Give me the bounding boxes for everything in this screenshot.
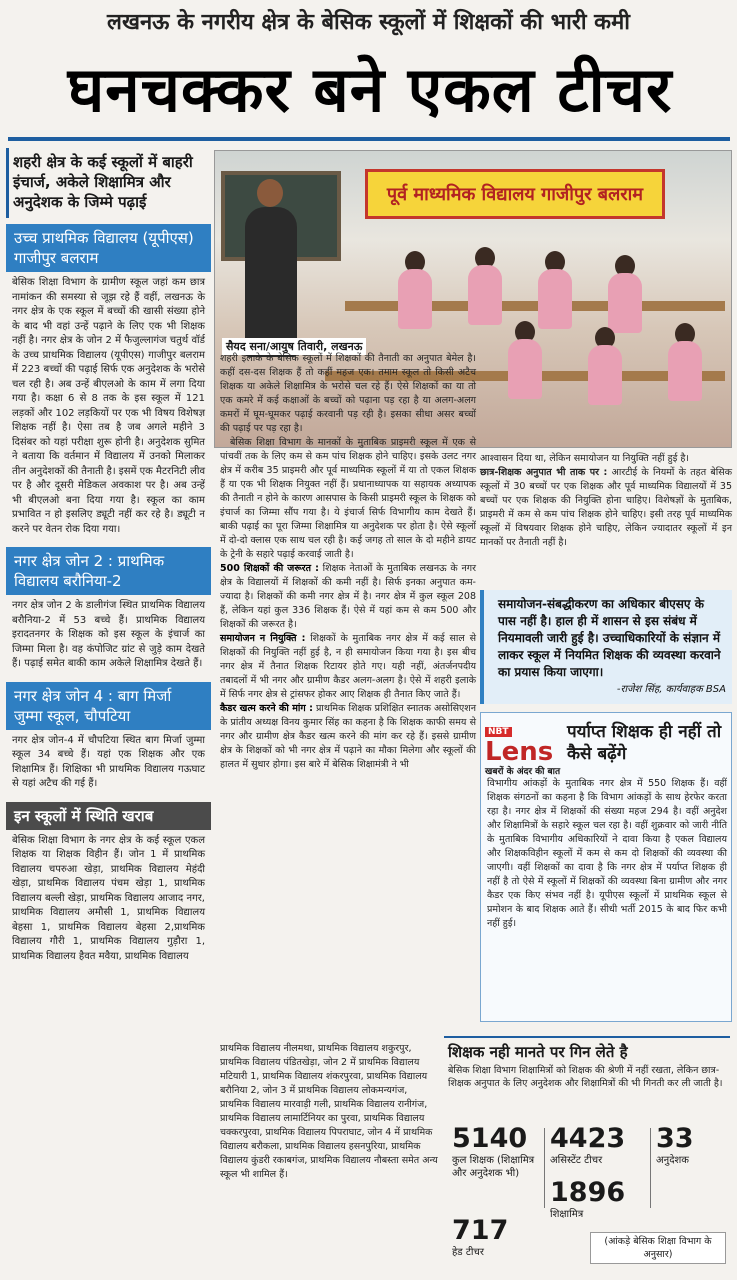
section-body-bad-schools: बेसिक शिक्षा विभाग के नगर क्षेत्र के कई स्कूल एकल शिक्षक या शिक्षक विहीन हैं। जोन 1 में प्राथमिक विद्यालय चपरुआ खेड़ा, प्राथमिक विद्यालय मेहंदी खेड़ा, प्राथमिक विद्यालय पंचम खेड़ा 1, प्राथमिक विद्यालय बल्ली खेड़ा, प्राथमिक विद्यालय आजाद नगर, प्राथमिक विद्यालय अमौसी 1, प्राथमिक विद्यालय बेहसा 1, प्राथमिक विद्यालय बेहसा 2,प्राथमिक विद्यालय गौरी 1, प्राथमिक विद्यालय गुड़ौरा 1, प्राथमिक विद्यालय हैवत मवैया, प्राथमिक विद्यालय — [12, 834, 205, 962]
student-figure — [668, 341, 702, 401]
nbt-lens-box — [480, 712, 732, 1022]
teacher-figure-head — [257, 179, 283, 207]
student-figure — [538, 269, 572, 329]
stat-shikshamitra — [550, 1178, 646, 1221]
stats-note: बेसिक शिक्षा विभाग शिक्षामित्रों को शिक्षक की श्रेणी में नहीं रखता, लेकिन छात्र-शिक्षक अनुपात के लिए अनुदेशक और शिक्षामित्रों की भी गिनती कर ली जाती है। — [448, 1065, 723, 1089]
lens-title: पर्याप्त शिक्षक ही नहीं तो कैसे बढ़ेंगे — [567, 722, 722, 764]
nbt-lens-logo — [485, 719, 561, 778]
stats-source: (आंकड़े बेसिक शिक्षा विभाग के अनुसार) — [590, 1232, 726, 1264]
section-head-bad-schools: इन स्कूलों में स्थिति खराब — [6, 802, 211, 830]
subhead: समायोजन न नियुक्ति : — [220, 633, 306, 644]
lens-body: विभागीय आंकड़ों के मुताबिक नगर क्षेत्र में 550 शिक्षक हैं। वहीं शिक्षक संगठनों का कहना है कि विभाग आंकड़ों के साथ हेरफेर करता रहा है। नगर क्षेत्र में शिक्षकों की संख्या महज 294 है। वहीं अनुदेश और शिक्षामित्रों के सहारे स्कूल चल रहा है। वहीं शुक्रवार को जारी नीति के मुताबिक विभागीय अधिकारियों ने दावा किया है एकल विद्यालय और शिक्षकविहीन स्कूलों में कम से कम दो शिक्षकों की व्यवस्था की जाएगी। वहीं शिक्षकों का दावा है कि नगर क्षेत्र में पर्याप्त शिक्षक ही नहीं है तो ऐसे में स्कूलों में शिक्षकों की व्यवस्था बिना ग्रामीण और नगर कैडर एक किए संभव नहीं है। यूपीएस स्कूलों में प्राथमिक स्कूल से प्रमोशन के बाद शिक्षक आते हैं। सीधी भर्ती 2015 के बाद फिर कभी नहीं हुई। — [487, 778, 727, 929]
paragraph: शहरी इलाके के बेसिक स्कूलों में शिक्षकों की तैनाती का अनुपात बेमेल है। कहीं दस-दस शिक्षक हैं तो कहीं महज एक। तमाम स्कूल तो किसी अटैच शिक्षक या अकेले शिक्षामित्र के भरोसे चल रहे हैं। ऐसे शिक्षकों का या तो एक कमरे में कई कक्षाओं के बच्चों को पढ़ाना पड़ रहा है या अलग-अलग कमरों में घूम-घूमकर पढ़ाई करवानी पड़ रही है। इसका सीधा असर बच्चों की पढ़ाई पर पड़ रहा है। — [220, 353, 476, 434]
section-head-baraunia: नगर क्षेत्र जोन 2 : प्राथमिक विद्यालय बरौनिया-2 — [6, 547, 211, 595]
student-figure — [608, 273, 642, 333]
paragraph — [220, 562, 476, 632]
stat-anudeshak — [656, 1124, 726, 1167]
stat-number: 5140 — [452, 1123, 528, 1154]
paragraph — [220, 702, 476, 772]
right-column — [480, 452, 732, 550]
main-column — [220, 352, 476, 772]
nbt-badge: NBT — [485, 727, 512, 737]
lens-tagline: खबरों के अंदर की बात — [485, 767, 561, 777]
paragraph: बेसिक शिक्षा विभाग के मानकों के मुताबिक प्राइमरी स्कूल में एक से पांचवीं तक के लिए कम से कम पांच शिक्षक होने चाहिए। इसके उलट नगर क्षेत्र में करीब 35 प्राइमरी और पूर्व माध्यमिक स्कूलों में या तो एकल शिक्षक हैं या एक भी शिक्षक नियुक्त नहीं हैं। प्रधानाध्यापक या सहायक अध्यापक की तैनाती न होने के कारण आसपास के किसी प्राइमरी स्कूल के शिक्षक को इंचार्ज का जिम्मा सौंप गया है। ये इंचार्ज सिर्फ विभागीय काम देखते हैं। बाकी पढ़ाई का पूरा जिम्मा शिक्षामित्र या अनुदेशक पर होता है। ऐसे स्कूलों में दो-दो क्लास एक साथ चल रही है। कई जगह तो साल के दो महीने डायट के ट्रेनी के सहारे पढ़ाई करवाई जाती है। — [220, 437, 476, 560]
stat-label: कुल शिक्षक (शिक्षामित्र और अनुदेशक भी) — [452, 1155, 535, 1179]
student-figure — [508, 339, 542, 399]
student-figure — [588, 345, 622, 405]
paragraph-text: शिक्षकों के मुताबिक नगर क्षेत्र में कई साल से शिक्षकों की नियुक्ति नहीं हुई है, न ही समायोजन किया गया है। इस बीच नगर क्षेत्र में तैनात शिक्षक रिटायर होते गए। यही नहीं, अंतर्जनपदीय तबादलों में भी नगर और ग्रामीण कैडर अलग-अलग है। ऐसे में शहरी इलाके में सिर्फ नगर क्षेत्र से ट्रांसफर होकर आए शिक्षक ही तैनात किए जाते हैं। — [220, 633, 476, 700]
divider — [544, 1128, 545, 1208]
student-figure — [468, 265, 502, 325]
school-list: प्राथमिक विद्यालय नीलमथा, प्राथमिक विद्यालय शकुरपुर, प्राथमिक विद्यालय पंडितखेड़ा, जोन 2 में प्राथमिक विद्यालय मटियारी 1, प्राथमिक विद्यालय शंकरपुरवा, प्राथमिक विद्यालय बरौनिया 2, जोन 3 में प्राथमिक विद्यालय लोकमन्यगंज, प्राथमिक विद्यालय मारवाड़ी गली, प्राथमिक विद्यालय रानीगंज, प्राथमिक विद्यालय लामार्टिनियर का पुरवा, प्राथमिक विद्यालय चक्करपुरवा, प्राथमिक विद्यालय पिपराघाट, जोन 4 में प्राथमिक विद्यालय बरौकला, प्राथमिक विद्यालय हसनपुरिया, प्राथमिक विद्यालय कुंडरी रकाबगंज, प्राथमिक विद्यालय नौबस्ता समेत अन्य स्कूल भी शामिल हैं। — [220, 1043, 438, 1180]
section-head-bagh-mirza: नगर क्षेत्र जोन 4 : बाग मिर्जा जुम्मा स्कूल, चौपटिया — [6, 682, 211, 730]
paragraph: आश्वासन दिया था, लेकिन समायोजन या नियुक्ति नहीं हुई है। — [480, 453, 690, 464]
subhead: कैडर खत्म करने की मांग : — [220, 703, 313, 714]
paragraph — [220, 632, 476, 702]
stat-head-teacher — [452, 1216, 582, 1259]
bsa-quote — [480, 590, 732, 704]
paragraph-text: शिक्षक नेताओं के मुताबिक लखनऊ के नगर क्षेत्र के विद्यालयों में शिक्षकों की कमी नहीं है। सिर्फ इनका अनुपात कम-ज्यादा है। शिक्षकों की कमी नगर क्षेत्र में है। नगर क्षेत्र में कुल स्कूल 208 हैं, लेकिन यहां कुल 336 शिक्षक हैं। ऐसे में यहां कम से कम 500 और शिक्षकों की जरूरत है। — [220, 563, 476, 630]
stat-label: शिक्षामित्र — [550, 1209, 584, 1220]
paragraph-text: आरटीई के नियमों के तहत बेसिक स्कूलों में 30 बच्चों पर एक शिक्षक और पूर्व माध्यमिक विद्यालयों में 35 बच्चों पर एक शिक्षक की नियुक्ति होना चाहिए। विशेषज्ञों के मुताबिक, प्राइमरी में कम से कम पांच शिक्षक होने चाहिए। इसी तरह पूर्व माध्यमिक स्कूलों में विषयवार शिक्षक होने चाहिए, लेकिन ज्यादातर स्कूलों में इन मानकों पर तैनाती नहीं है। — [480, 467, 732, 548]
divider — [8, 137, 730, 141]
section-body-baraunia: नगर क्षेत्र जोन 2 के डालीगंज स्थित प्राथमिक विद्यालय बरौनिया-2 में 53 बच्चे हैं। प्राथमिक विद्यालय इरादतनगर के शिक्षक को इस स्कूल के इंचार्ज का जिम्मा मिला है। वह कंपोजिट ग्रांट से जुड़े काम देखते हैं। पढ़ाई समेत बाकी काम अकेले शिक्षामित्र देखते हैं। — [12, 600, 205, 669]
stats-title: शिक्षक नही मानते पर गिन लेते है — [448, 1043, 628, 1061]
student-figure — [398, 269, 432, 329]
stat-assistant — [550, 1124, 646, 1167]
byline: सैयद सना/आयुष तिवारी, लखनऊ — [222, 338, 366, 355]
stat-label: हेड टीचर — [452, 1247, 484, 1258]
lens-wordmark: Lens — [485, 737, 554, 767]
headline: घनचक्कर बने एकल टीचर — [67, 53, 673, 126]
stat-number: 4423 — [550, 1123, 626, 1154]
section-body-ghazipur: बेसिक शिक्षा विभाग के ग्रामीण स्कूल जहां कम छात्र नामांकन की समस्या से जूझ रहे हैं वहीं, लखनऊ के नगर क्षेत्र के एक स्कूल में बच्चों की खासी संख्या होने के बाद भी वहां उन्हें पढ़ाने के लिए एक भी शिक्षक नहीं है। नगर क्षेत्र के जोन 2 में फैजुल्लागंज चतुर्थ वॉर्ड के उच्च प्राथमिक विद्यालय (यूपीएस) गाजीपुर बलराम में 223 बच्चों की पढ़ाई सिर्फ एक अनुदेशक के भरोसे चल रही है। अब उन्हें बीएलओ के काम में लगा दिया गया है। कक्षा 6 से 8 तक के इस स्कूल में 121 लड़कों और 102 लड़कियों पर एक भी विषय विशेषज्ञ शिक्षक नहीं है। ऐसा तब है जब अगले महीने 3 दिसंबर को यहां परीक्षा शुरू होनी है। अनुदेशक सुमित ने बताया कि वर्तमान में विद्यालय में उनको मिलाकर तीन अनुदेशकों की तैनाती है। इसमें एक मैटरनिटी लीव पर है और दूसरी मेडिकल अवकाश पर है। अब उन्हें भी बीएलओ बना दिया गया है। स्कूल का काम प्रभावित न हो इसलिए ड्यूटी नहीं कर रहे है। ड्यूटी न करने पर वेतन रोक दिया गया। — [12, 277, 206, 535]
stat-number: 33 — [656, 1123, 694, 1154]
stat-label: असिस्टेंट टीचर — [550, 1155, 603, 1166]
teacher-figure — [245, 207, 297, 357]
subhead: छात्र-शिक्षक अनुपात भी ताक पर : — [480, 467, 608, 478]
paragraph-text: प्राथमिक शिक्षक प्रशिक्षित स्नातक असोसिएशन के प्रांतीय अध्यक्ष विनय कुमार सिंह का कहना है कि शिक्षक काफी समय से नगर और ग्रामीण क्षेत्र कैडर खत्म करने की मांग कर रहे हैं। इससे ग्रामीण क्षेत्र के शिक्षकों को भी नगर क्षेत्र में पढ़ाने का मौका मिलेगा और स्कूलों की हालत में सुधार होगा। इस बारे में बेसिक शिक्षामंत्री ने भी — [220, 703, 476, 770]
stat-number: 717 — [452, 1215, 509, 1246]
section-body-bagh-mirza: नगर क्षेत्र जोन-4 में चौपटिया स्थित बाग मिर्जा जुम्मा स्कूल 34 बच्चे हैं। यहां एक शिक्षक और एक शिक्षामित्र हैं। शिक्षिका भी प्राथमिक विद्यालय गऊघाट से यहां अटैच की गई हैं। — [12, 734, 205, 789]
subhead: 500 शिक्षकों की जरूरत : — [220, 563, 319, 574]
stats-box — [444, 1036, 730, 1274]
stat-total — [452, 1124, 542, 1180]
stat-label: अनुदेशक — [656, 1155, 689, 1166]
quote-attribution: -राजेश सिंह, कार्यवाहक BSA — [616, 684, 726, 695]
intro-text: शहरी क्षेत्र के कई स्कूलों में बाहरी इंचार्ज, अकेले शिक्षामित्र और अनुदेशक के जिम्मे पढ़ाई — [6, 148, 211, 218]
left-column — [6, 148, 211, 968]
stat-number: 1896 — [550, 1177, 626, 1208]
school-banner: पूर्व माध्यमिक विद्यालय गाजीपुर बलराम — [365, 169, 665, 219]
quote-text: समायोजन-संबद्धीकरण का अधिकार बीएसए के पास नहीं है। हाल ही में शासन से इस संबंध में नियमावली जारी हुई है। उच्चाधिकारियों के संज्ञान में लाकर स्कूल में नियमित शिक्षक की व्यवस्था करवाने का प्रयास किया जाएगा। — [498, 597, 721, 679]
paragraph — [480, 466, 732, 550]
section-head-ghazipur: उच्च प्राथमिक विद्यालय (यूपीएस) गाजीपुर बलराम — [6, 224, 211, 272]
divider — [650, 1128, 651, 1208]
kicker: लखनऊ के नगरीय क्षेत्र के बेसिक स्कूलों में शिक्षकों की भारी कमी — [107, 10, 630, 35]
